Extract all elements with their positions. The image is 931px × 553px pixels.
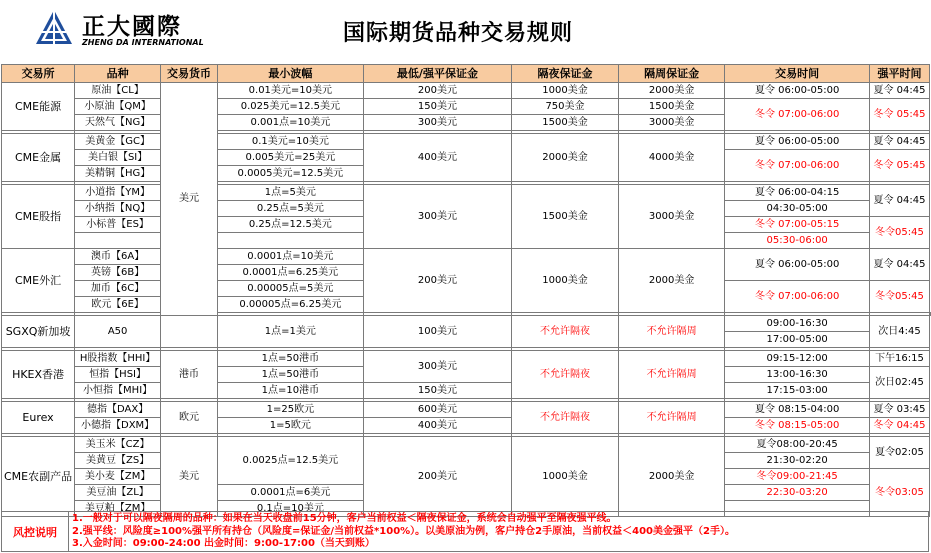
risk-control-notes — [1, 511, 929, 552]
tick-cell: 1点=5美元 — [218, 185, 364, 201]
exchange-cell: HKEX香港 — [2, 351, 75, 399]
product-cell: 美黄金【GC】 — [75, 134, 161, 150]
min-margin-cell: 600美元 — [363, 402, 511, 418]
trading-time-cell: 冬令 08:15-05:00 — [725, 418, 870, 434]
exchange-cell: CME能源 — [2, 83, 75, 131]
col-tick: 最小波幅 — [218, 65, 364, 83]
note-line: 1.一般对于可以隔夜隔周的品种：如果在当天收盘前15分钟，客户当前权益＜隔夜保证金，系统会自动强平至隔夜强平线。 — [72, 513, 617, 524]
min-margin-cell: 150美元 — [363, 99, 511, 115]
tick-cell: 0.0001点=10美元 — [218, 249, 364, 265]
overnight-margin-cell: 不允许隔夜 — [512, 402, 619, 434]
product-cell: 美白银【SI】 — [75, 150, 161, 166]
header-row — [2, 65, 931, 83]
notes-label: 风控说明 — [2, 512, 69, 551]
product-cell: 美小麦【ZM】 — [75, 469, 161, 485]
min-margin-cell: 300美元 — [363, 351, 511, 383]
min-margin-cell: 150美元 — [363, 383, 511, 399]
trading-time-cell: 17:00-05:00 — [725, 332, 870, 348]
weekly-margin-cell: 不允许隔周 — [618, 351, 725, 399]
table-row — [2, 83, 931, 99]
exchange-cell: CME股指 — [2, 185, 75, 249]
note-line: 3.入金时间：09:00-24:00 出金时间：9:00-17:00（当天到账） — [72, 538, 375, 549]
liquidation-time-cell: 冬令05:45 — [869, 281, 929, 313]
currency-cell: 美元 — [161, 83, 218, 316]
trading-time-cell: 冬令 07:00-06:00 — [725, 150, 870, 182]
weekly-margin-cell: 不允许隔周 — [618, 316, 725, 348]
currency-cell: 欧元 — [161, 402, 218, 434]
currency-cell — [161, 316, 218, 348]
header — [0, 0, 931, 62]
liquidation-time-cell: 夏令02:05 — [869, 437, 929, 469]
liquidation-time-cell: 冬令03:05 — [869, 469, 929, 517]
product-cell: 恒指【HSI】 — [75, 367, 161, 383]
weekly-margin-cell: 2000美金 — [618, 437, 725, 517]
col-liquidation-time: 强平时间 — [869, 65, 929, 83]
product-cell: 小道指【YM】 — [75, 185, 161, 201]
liquidation-time-cell: 冬令05:45 — [869, 217, 929, 249]
min-margin-cell: 300美元 — [363, 185, 511, 249]
zhengda-logo-icon — [34, 8, 74, 48]
tick-cell: 0.0001点=6美元 — [218, 485, 364, 501]
product-cell: 天然气【NG】 — [75, 115, 161, 131]
trading-time-cell: 04:30-05:00 — [725, 201, 870, 217]
tick-cell: 0.0025点=12.5美元 — [218, 437, 364, 485]
product-cell: 小原油【QM】 — [75, 99, 161, 115]
liquidation-time-cell: 冬令 05:45 — [869, 150, 929, 182]
liquidation-time-cell: 下午16:15 — [869, 351, 929, 367]
exchange-cell: CME金属 — [2, 134, 75, 182]
trading-time-cell: 09:00-16:30 — [725, 316, 870, 332]
tick-cell: 1=25欧元 — [218, 402, 364, 418]
currency-cell: 港币 — [161, 351, 218, 399]
tick-cell: 0.0001点=6.25美元 — [218, 265, 364, 281]
tick-cell: 0.01美元=10美元 — [218, 83, 364, 99]
product-cell: 英镑【6B】 — [75, 265, 161, 281]
product-cell — [75, 233, 161, 249]
overnight-margin-cell: 不允许隔夜 — [512, 351, 619, 399]
trading-time-cell: 夏令 06:00-04:15 — [725, 185, 870, 201]
col-weekly-margin: 隔周保证金 — [618, 65, 725, 83]
liquidation-time-cell: 次日02:45 — [869, 367, 929, 399]
liquidation-time-cell: 夏令 04:45 — [869, 249, 929, 281]
notes-body — [72, 513, 735, 551]
tick-cell: 0.001点=10美元 — [218, 115, 364, 131]
rules-table — [1, 64, 931, 517]
currency-cell: 美元 — [161, 437, 218, 517]
tick-cell: 1点=1美元 — [218, 316, 364, 348]
tick-cell: 0.00005点=6.25美元 — [218, 297, 364, 313]
overnight-margin-cell: 1000美金 — [512, 437, 619, 517]
trading-time-cell: 夏令08:00-20:45 — [725, 437, 870, 453]
overnight-margin-cell: 1000美金 — [512, 83, 619, 99]
overnight-margin-cell: 750美金 — [512, 99, 619, 115]
exchange-cell: Eurex — [2, 402, 75, 434]
tick-cell: 1=5欧元 — [218, 418, 364, 434]
trading-time-cell: 夏令 06:00-05:00 — [725, 83, 870, 99]
col-trading-time: 交易时间 — [725, 65, 870, 83]
overnight-margin-cell: 1500美金 — [512, 115, 619, 131]
table-row — [2, 418, 931, 434]
weekly-margin-cell: 3000美金 — [618, 185, 725, 249]
tick-cell: 1点=50港币 — [218, 367, 364, 383]
product-cell: A50 — [75, 316, 161, 348]
trading-time-cell: 夏令 06:00-05:00 — [725, 249, 870, 281]
col-currency: 交易货币 — [161, 65, 218, 83]
col-exchange: 交易所 — [2, 65, 75, 83]
col-overnight-margin: 隔夜保证金 — [512, 65, 619, 83]
logo-chinese-text: 正大國際 — [82, 13, 182, 40]
min-margin-cell: 400美元 — [363, 418, 511, 434]
col-product: 品种 — [75, 65, 161, 83]
weekly-margin-cell: 1500美金 — [618, 99, 725, 115]
overnight-margin-cell: 不允许隔夜 — [512, 316, 619, 348]
trading-time-cell: 21:30-02:20 — [725, 453, 870, 469]
tick-cell: 1点=50港币 — [218, 351, 364, 367]
note-line: 2.强平线：风险度≥100%强平所有持仓（风险度=保证金/当前权益*100%）。以美原油为例，客户持仓2手原油，当前权益＜400美金强平（2手）。 — [72, 525, 735, 537]
trading-time-cell: 夏令 08:15-04:00 — [725, 402, 870, 418]
min-margin-cell: 200美元 — [363, 249, 511, 313]
overnight-margin-cell: 1000美金 — [512, 249, 619, 313]
product-cell: 小纳指【NQ】 — [75, 201, 161, 217]
trading-time-cell: 冬令09:00-21:45 — [725, 469, 870, 485]
product-cell: 美玉米【CZ】 — [75, 437, 161, 453]
product-cell: H股指数【HHI】 — [75, 351, 161, 367]
liquidation-time-cell: 冬令 05:45 — [869, 99, 929, 131]
table-row — [2, 351, 931, 367]
product-cell: 小德指【DXM】 — [75, 418, 161, 434]
weekly-margin-cell: 3000美金 — [618, 115, 725, 131]
logo-english-text: ZHENG DA INTERNATIONAL — [82, 38, 204, 47]
tick-cell: 0.1点=10美元 — [218, 501, 364, 517]
trading-time-cell: 13:00-16:30 — [725, 367, 870, 383]
tick-cell: 0.025美元=12.5美元 — [218, 99, 364, 115]
tick-cell: 0.005美元=25美元 — [218, 150, 364, 166]
min-margin-cell: 200美元 — [363, 83, 511, 99]
exchange-cell: CME农副产品 — [2, 437, 75, 517]
product-cell: 德指【DAX】 — [75, 402, 161, 418]
table-row — [2, 249, 931, 265]
table-row — [2, 185, 931, 201]
col-min-margin: 最低/强平保证金 — [363, 65, 511, 83]
min-margin-cell: 400美元 — [363, 134, 511, 182]
trading-time-cell: 17:15-03:00 — [725, 383, 870, 399]
trading-time-cell: 冬令 07:00-06:00 — [725, 99, 870, 131]
min-margin-cell: 300美元 — [363, 115, 511, 131]
product-cell: 原油【CL】 — [75, 83, 161, 99]
min-margin-cell: 100美元 — [363, 316, 511, 348]
liquidation-time-cell: 夏令 04:45 — [869, 83, 929, 99]
trading-time-cell: 冬令 07:00-06:00 — [725, 281, 870, 313]
table-row — [2, 134, 931, 150]
trading-time-cell: 05:30-06:00 — [725, 233, 870, 249]
table-row — [2, 383, 931, 399]
trading-time-cell: 冬令 07:00-05:15 — [725, 217, 870, 233]
liquidation-time-cell: 冬令 04:45 — [869, 418, 929, 434]
trading-time-cell: 09:15-12:00 — [725, 351, 870, 367]
exchange-cell: CME外汇 — [2, 249, 75, 313]
tick-cell: 0.25点=5美元 — [218, 201, 364, 217]
product-cell: 美豆粕【ZM】 — [75, 501, 161, 517]
weekly-margin-cell: 4000美金 — [618, 134, 725, 182]
product-cell: 美精铜【HG】 — [75, 166, 161, 182]
weekly-margin-cell: 不允许隔周 — [618, 402, 725, 434]
trading-time-cell: 夏令 06:00-05:00 — [725, 134, 870, 150]
overnight-margin-cell: 2000美金 — [512, 134, 619, 182]
min-margin-cell: 200美元 — [363, 437, 511, 517]
liquidation-time-cell: 夏令 03:45 — [869, 402, 929, 418]
product-cell: 澳币【6A】 — [75, 249, 161, 265]
product-cell: 欧元【6E】 — [75, 297, 161, 313]
product-cell: 小标普【ES】 — [75, 217, 161, 233]
product-cell: 美豆油【ZL】 — [75, 485, 161, 501]
tick-cell — [218, 233, 364, 249]
overnight-margin-cell: 1500美金 — [512, 185, 619, 249]
tick-cell: 0.25点=12.5美元 — [218, 217, 364, 233]
product-cell: 小恒指【MHI】 — [75, 383, 161, 399]
tick-cell: 1点=10港币 — [218, 383, 364, 399]
tick-cell: 0.00005点=5美元 — [218, 281, 364, 297]
weekly-margin-cell: 2000美金 — [618, 83, 725, 99]
page-title: 国际期货品种交易规则 — [343, 21, 574, 46]
liquidation-time-cell: 夏令 04:45 — [869, 134, 929, 150]
tick-cell: 0.0005美元=12.5美元 — [218, 166, 364, 182]
exchange-cell: SGXQ新加坡 — [2, 316, 75, 348]
product-cell: 加币【6C】 — [75, 281, 161, 297]
tick-cell: 0.1美元=10美元 — [218, 134, 364, 150]
liquidation-time-cell: 次日4:45 — [869, 316, 929, 348]
table-row — [2, 402, 931, 418]
weekly-margin-cell: 2000美金 — [618, 249, 725, 313]
liquidation-time-cell: 夏令 04:45 — [869, 185, 929, 217]
table-row — [2, 99, 931, 115]
table-row — [2, 316, 931, 332]
table-row — [2, 437, 931, 453]
product-cell: 美黄豆【ZS】 — [75, 453, 161, 469]
trading-time-cell: 22:30-03:20 — [725, 485, 870, 501]
